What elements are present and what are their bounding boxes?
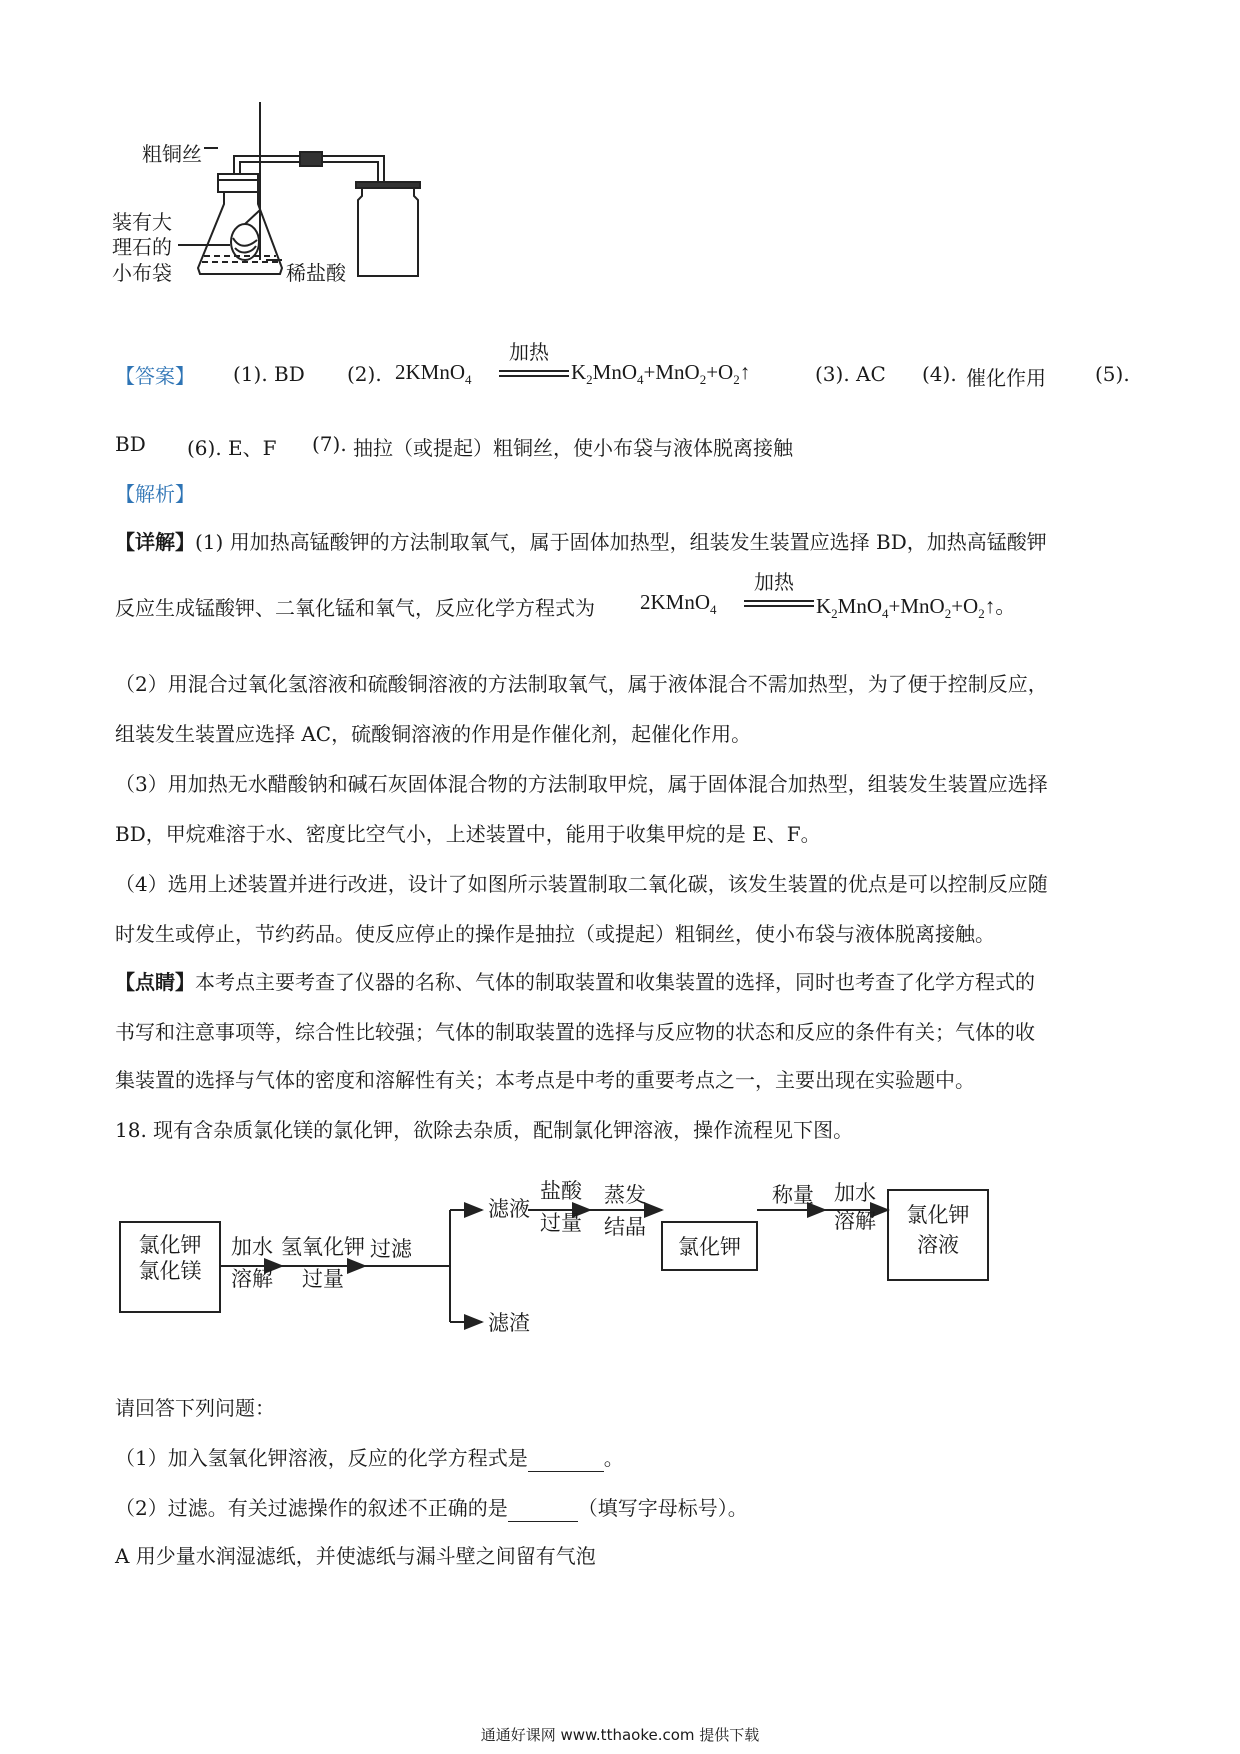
answer-item-4: (4). [922,362,957,386]
detail-equation [640,570,1140,626]
flow-step-filter: 过滤 [370,1237,412,1261]
detail-p4-line-1: （4）选用上述装置并进行改进，设计了如图所示装置制取二氧化碳，该发生装置的优点是可以控制反应随 [115,872,1048,896]
detail-line-2 [115,566,1135,626]
flow-box-kcl: 氯化钾 [678,1235,741,1259]
answer-item-1: (1). BD [233,362,305,386]
eq-rhs: $K_2MnO_4+MnO_2+O_2↑$ [571,360,751,387]
flow-filtrate: 滤液 [488,1197,530,1221]
detail-p2-line-2: 组装发生装置应选择 AC，硫酸铜溶液的作用是作催化剂，起催化作用。 [115,722,752,746]
detail-p3-line-2: BD，甲烷难溶于水、密度比空气小，上述装置中，能用于收集甲烷的是 E、F。 [115,822,821,846]
eq2-double-line [744,600,814,607]
answer-line-2 [115,432,1135,460]
label-bag-line2: 理石的 [112,235,172,259]
eq-lhs: 2KMnO$_4$ [395,360,472,387]
eq2-condition: 加热 [754,570,794,594]
detail-p3-line-1: （3）用加热无水醋酸钠和碱石灰固体混合物的方法制取甲烷，属于固体混合加热型，组装发生装置应选择 [115,772,1048,796]
comment-line-1: 【点睛】本考点主要考查了仪器的名称、气体的制取装置和收集装置的选择，同时也考查了化学方程式的 [115,970,1035,994]
label-copper-wire: 粗铜丝 [142,142,202,166]
question-18-stem: 18. 现有含杂质氯化镁的氯化钾，欲除去杂质，配制氯化钾溶液，操作流程见下图。 [115,1118,854,1142]
label-bag-line1: 装有大 [112,210,172,234]
label-dilute-acid: 稀盐酸 [286,261,346,285]
detail-line-2-text: 反应生成锰酸钾、二氧化锰和氧气，反应化学方程式为 [115,596,595,620]
answer-item-7-text: 抽拉（或提起）粗铜丝，使小布袋与液体脱离接触 [353,436,793,460]
eq2-rhs: $K_2MnO_4+MnO_2+O_2↑$。 [816,594,1017,621]
eq-double-line [499,370,569,377]
flow-box-start: 氯化钾 氯化镁 [138,1233,202,1283]
eq2-lhs: 2KMnO$_4$ [640,590,717,617]
comment-line-3: 集装置的选择与气体的密度和溶解性有关；本考点是中考的重要考点之一，主要出现在实验题中。 [115,1068,975,1092]
answer-item-5-value: BD [115,432,146,456]
detail-line-1: 【详解】(1) 用加热高锰酸钾的方法制取氧气，属于固体加热型，组装发生装置应选择 BD，加热高锰酸钾 [115,530,1047,554]
flow-step-dissolve: 加水 溶解 [231,1235,273,1291]
answer-tag: 【答案】 [115,364,195,388]
answer-item-2: (2). [347,362,382,386]
apparatus-figure [100,100,500,320]
flow-step-hcl: 盐酸 过量 [540,1179,582,1235]
answer-item-7: (7). [312,432,347,456]
answer-line-1 [115,340,1135,400]
answer-blank-2[interactable] [508,1499,578,1522]
detail-p2-line-1: （2）用混合过氧化氢溶液和硫酸铜溶液的方法制取氧气，属于液体混合不需加热型，为了便于控制反应， [115,672,1048,696]
question-prompt: 请回答下列问题： [115,1396,275,1420]
eq-condition: 加热 [509,340,549,364]
answer-item-3: (3). AC [815,362,886,386]
flow-box-solution: 氯化钾 溶液 [906,1203,970,1257]
flow-step-dissolve-2: 加水 溶解 [834,1181,876,1233]
page-footer: 通通好课网 www.tthaoke.com 提供下载 [480,1726,760,1744]
flow-step-weigh: 称量 [772,1183,814,1207]
flow-chart [110,1180,1010,1340]
answer-blank-1[interactable] [528,1449,604,1472]
label-bag-line3: 小布袋 [112,261,172,285]
detail-p4-line-2: 时发生或停止，节约药品。使反应停止的操作是抽拉（或提起）粗铜丝，使小布袋与液体脱离接触。 [115,922,995,946]
flow-step-koh: 氢氧化钾 过量 [281,1235,365,1291]
analysis-tag: 【解析】 [115,482,195,506]
flow-residue: 滤渣 [488,1311,530,1335]
answer-item-6: (6). E、F [187,436,277,460]
question-1: （1）加入氢氧化钾溶液，反应的化学方程式是 。 [115,1446,624,1470]
answer-item-4-text: 催化作用 [966,366,1046,390]
flow-step-evaporate: 蒸发 结晶 [604,1183,646,1239]
question-2: （2）过滤。有关过滤操作的叙述不正确的是 （填写字母标号）。 [115,1496,748,1520]
comment-line-2: 书写和注意事项等，综合性比较强；气体的制取装置的选择与反应物的状态和反应的条件有关；气体的收 [115,1020,1035,1044]
answer-item-5: (5). [1095,362,1130,386]
option-a: A 用少量水润湿滤纸，并使滤纸与漏斗壁之间留有气泡 [115,1544,596,1568]
